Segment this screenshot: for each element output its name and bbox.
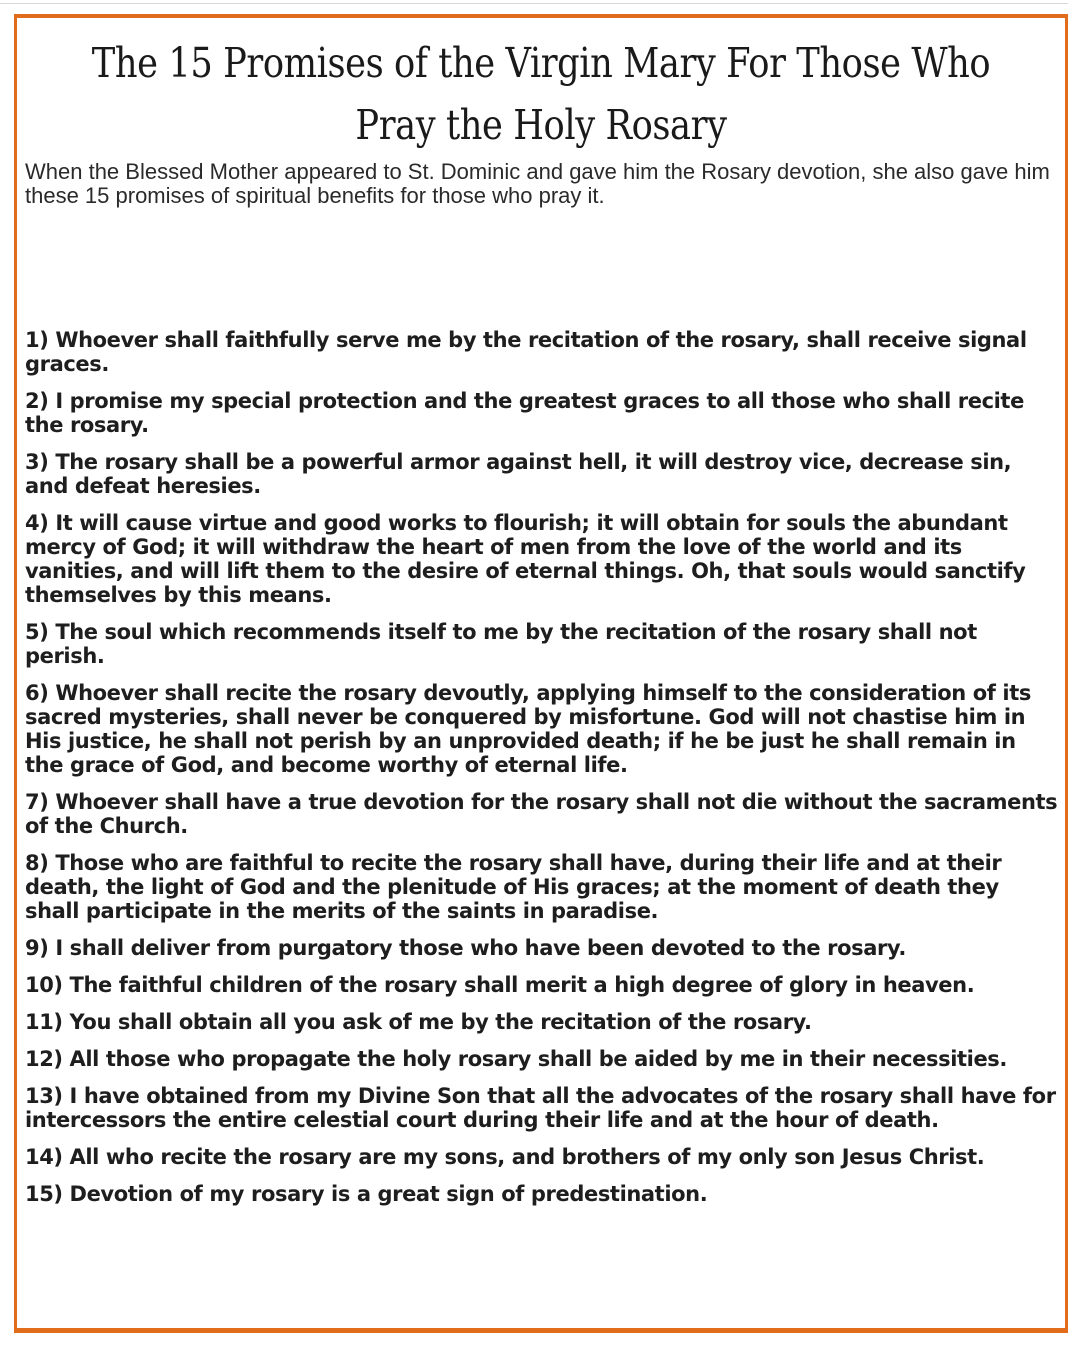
promise-item: 10) The faithful children of the rosary shall merit a high degree of glory in heaven. bbox=[25, 973, 975, 997]
promise-item: 14) All who recite the rosary are my sons, and brothers of my only son Jesus Christ. bbox=[25, 1145, 985, 1169]
promise-item: 1) Whoever shall faithfully serve me by the recitation of the rosary, shall receive signal graces. bbox=[25, 328, 1027, 376]
promise-item: 15) Devotion of my rosary is a great sign of predestination. bbox=[25, 1182, 708, 1206]
promise-item: 2) I promise my special protection and the greatest graces to all those who shall recite the rosary. bbox=[25, 389, 1024, 437]
top-divider bbox=[0, 3, 1068, 4]
promise-item: 3) The rosary shall be a powerful armor against hell, it will destroy vice, decrease sin, and defeat heresies. bbox=[25, 450, 1012, 498]
promise-item: 12) All those who propagate the holy rosary shall be aided by me in their necessities. bbox=[25, 1047, 1007, 1071]
intro-paragraph: When the Blessed Mother appeared to St. Dominic and gave him the Rosary devotion, she also gave him these 15 promises of spiritual benefits for those who pray it. bbox=[25, 159, 1050, 208]
promise-item: 9) I shall deliver from purgatory those who have been devoted to the rosary. bbox=[25, 936, 906, 960]
promise-item: 4) It will cause virtue and good works to flourish; it will obtain for souls the abundant mercy of God; it will withdraw the heart of men from the love of the world and its vanities, and will lift them to the desire of eternal things. Oh, that souls would sanctify themselves by this means. bbox=[25, 511, 1026, 607]
blank-space bbox=[17, 208, 1065, 328]
promise-item: 13) I have obtained from my Divine Son that all the advocates of the rosary shall have for intercessors the entire celestial court during their life and at the hour of death. bbox=[25, 1084, 1056, 1132]
promise-item: 8) Those who are faithful to recite the rosary shall have, during their life and at their death, the light of God and the plenitude of His graces; at the moment of death they shall participate in the merits of the saints in paradise. bbox=[25, 851, 1002, 923]
promises-list bbox=[17, 328, 1065, 1206]
document-title: The 15 Promises of the Virgin Mary For Those Who Pray the Holy Rosary bbox=[91, 39, 991, 149]
promise-item: 5) The soul which recommends itself to me by the recitation of the rosary shall not perish. bbox=[25, 620, 977, 668]
document-frame bbox=[14, 14, 1068, 1333]
promise-item: 6) Whoever shall recite the rosary devoutly, applying himself to the consideration of its sacred mysteries, shall never be conquered by misfortune. God will not chastise him in His justice, he shall not perish by an unprovided death; if he be just he shall remain in the grace of God, and become worthy of eternal life. bbox=[25, 681, 1031, 777]
promise-item: 11) You shall obtain all you ask of me by the recitation of the rosary. bbox=[25, 1010, 812, 1034]
promise-item: 7) Whoever shall have a true devotion for the rosary shall not die without the sacraments of the Church. bbox=[25, 790, 1058, 838]
